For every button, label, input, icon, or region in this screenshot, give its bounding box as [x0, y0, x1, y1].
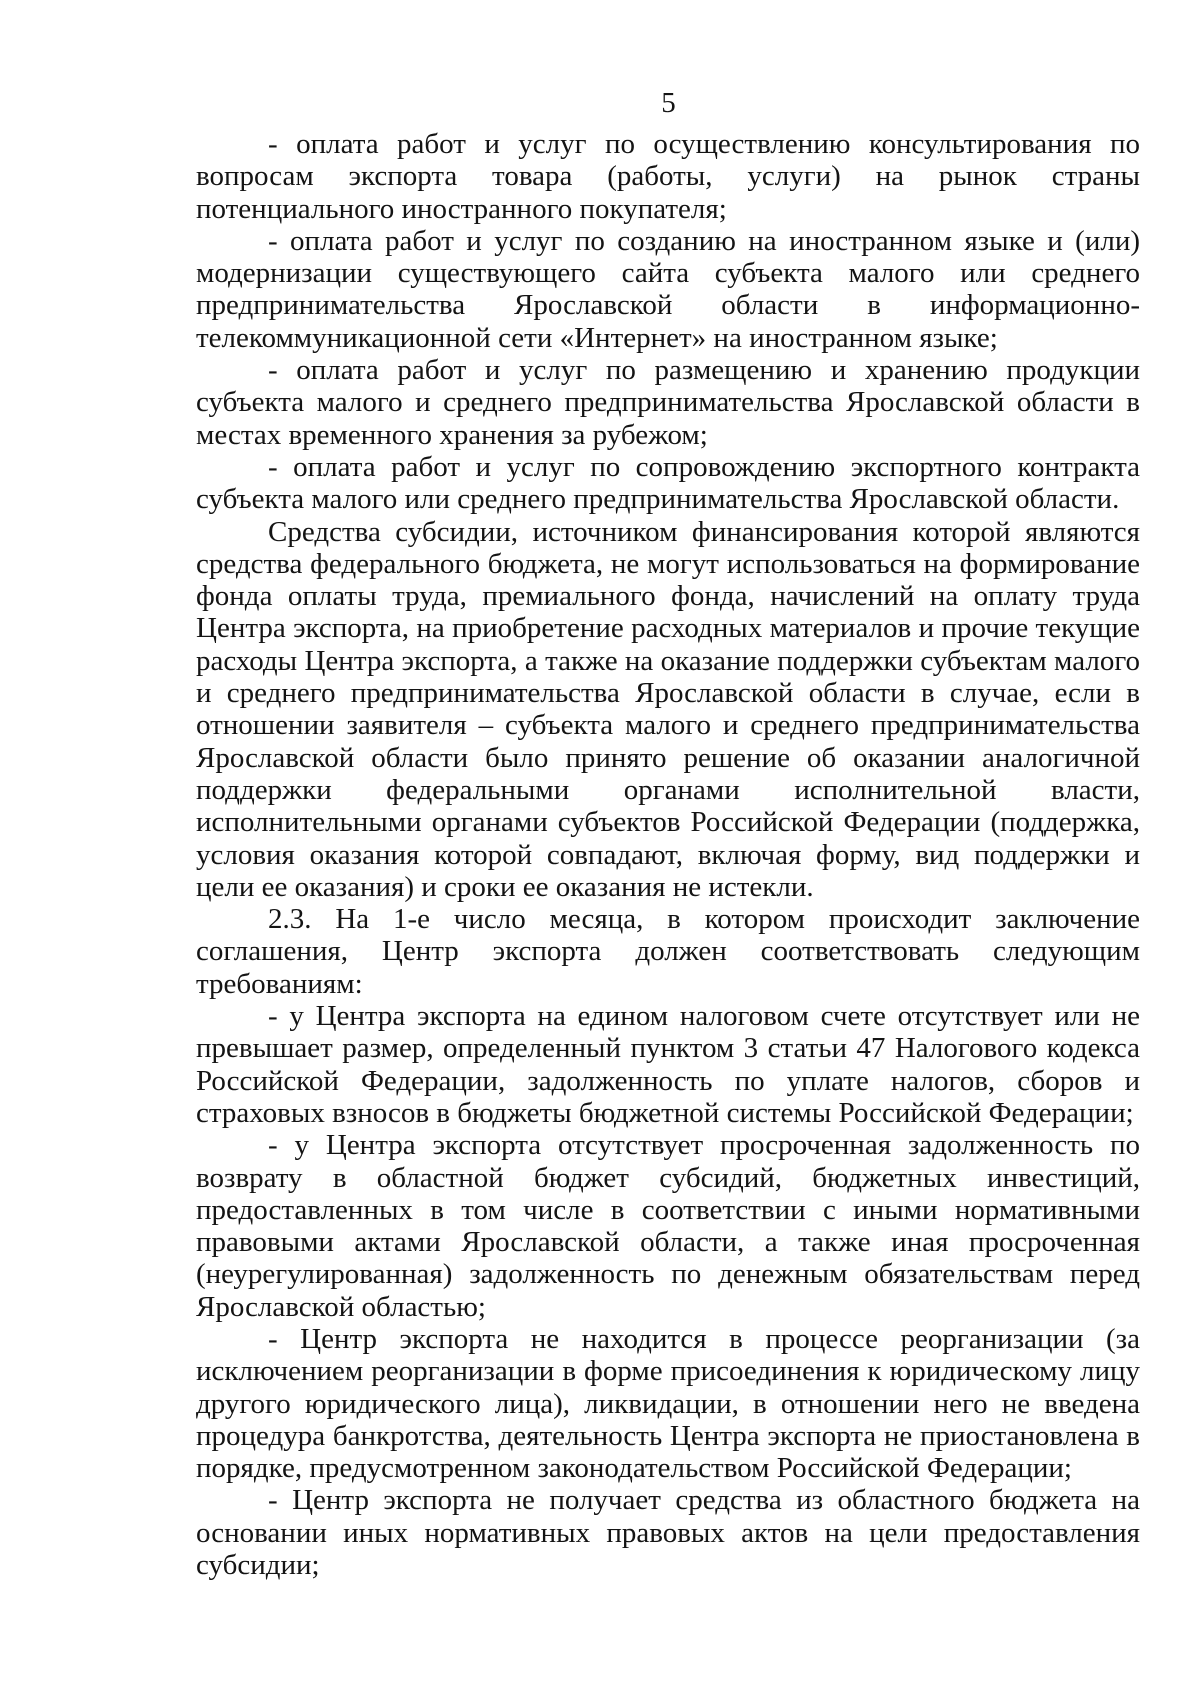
paragraph-consulting: - оплата работ и услуг по осуществлению консультирования по вопросам экспорта товара (работы, услуги) на рынок страны потенциального иностранного покупателя;	[196, 128, 1140, 225]
paragraph-overdue-debt: - у Центра экспорта отсутствует просроченная задолженность по возврату в областной бюджет субсидий, бюджетных инвестиций, предоставленных в том числе в соответствии с иными нормативными правовыми актами Ярославской области, а также иная просроченная (неурегулированная) задолженность по денежным обязательствам перед Ярославской областью;	[196, 1129, 1140, 1323]
paragraph-contract-support: - оплата работ и услуг по сопровождению экспортного контракта субъекта малого или среднего предпринимательства Ярославской области.	[196, 450, 1140, 516]
paragraph-storage: - оплата работ и услуг по размещению и хранению продукции субъекта малого и среднего предпринимательства Ярославской области в местах временного хранения за рубежом;	[196, 354, 1140, 451]
paragraph-subsidy-funds: Средства субсидии, источником финансирования которой являются средства федерального бюджета, не могут использоваться на формирование фонда оплаты труда, премиального фонда, начислений на оплату труда Центра экспорта, на приобретение расходных материалов и прочие текущие расходы Центра экспорта, а также на оказание поддержки субъектам малого и среднего предпринимательства Ярославской области в случае, если в отношении заявителя – субъекта малого и среднего предпринимательства Ярославской области было принято решение об оказании аналогичной поддержки федеральными органами исполнительной власти, исполнительными органами субъектов Российской Федерации (поддержка, условия оказания которой совпадают, включая форму, вид поддержки и цели ее оказания) и сроки ее оказания не истекли.	[196, 515, 1140, 903]
paragraph-website: - оплата работ и услуг по созданию на иностранном языке и (или) модернизации существующего сайта субъекта малого или среднего предпринимательства Ярославской области в информационно-телекоммуникационной сети «Интернет» на иностранном языке;	[196, 224, 1140, 354]
paragraph-reorganization: - Центр экспорта не находится в процессе реорганизации (за исключением реорганизации в форме присоединения к юридическому лицу другого юридического лица), ликвидации, в отношении него не введена процедура банкротства, деятельность Центра экспорта не приостановлена в порядке, предусмотренном законодательством Российской Федерации;	[196, 1322, 1140, 1485]
page-number: 5	[661, 87, 676, 119]
paragraph-requirements: 2.3. На 1-е число месяца, в котором происходит заключение соглашения, Центр экспорта должен соответствовать следующим требованиям:	[196, 903, 1140, 1000]
document-body	[196, 128, 1140, 1581]
paragraph-other-funds: - Центр экспорта не получает средства из областного бюджета на основании иных нормативных правовых актов на цели предоставления субсидии;	[196, 1484, 1140, 1582]
paragraph-tax-debt: - у Центра экспорта на едином налоговом счете отсутствует или не превышает размер, определенный пунктом 3 статьи 47 Налогового кодекса Российской Федерации, задолженность по уплате налогов, сборов и страховых взносов в бюджеты бюджетной системы Российской Федерации;	[196, 1000, 1140, 1129]
